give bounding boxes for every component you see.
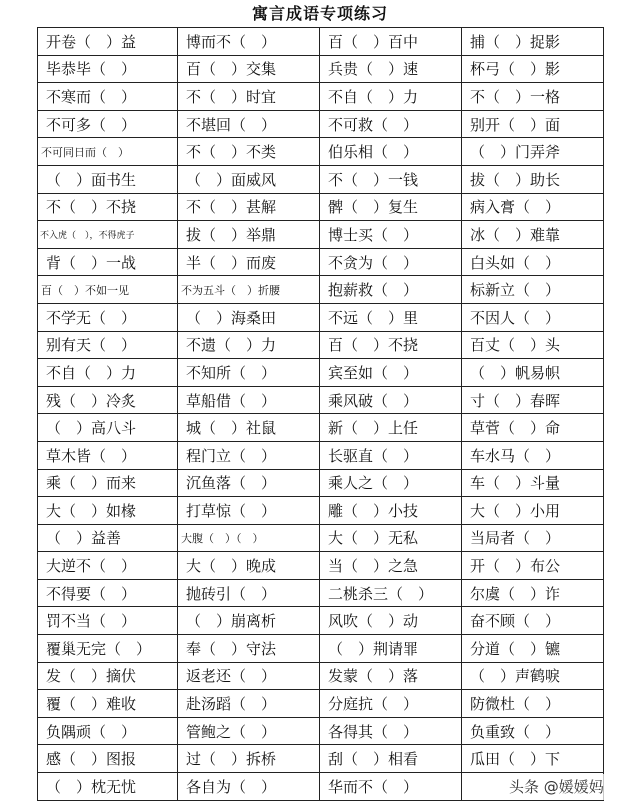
idiom-cell: 大（ ）小用 bbox=[462, 497, 604, 525]
idiom-cell: 不遗（ ）力 bbox=[178, 331, 320, 359]
idiom-cell: 赴汤蹈（ ） bbox=[178, 690, 320, 718]
idiom-cell: 百（ ）不挠 bbox=[320, 331, 462, 359]
idiom-cell: 杯弓（ ）影 bbox=[462, 55, 604, 83]
idiom-cell: 博士买（ ） bbox=[320, 221, 462, 249]
idiom-cell: 负隅顽（ ） bbox=[38, 717, 178, 745]
idiom-cell: 不（ ）一钱 bbox=[320, 165, 462, 193]
idiom-cell: （ ）门弄斧 bbox=[462, 138, 604, 166]
idiom-cell: 负重致（ ） bbox=[462, 717, 604, 745]
idiom-cell: 风吹（ ）动 bbox=[320, 607, 462, 635]
idiom-cell: 大逆不（ ） bbox=[38, 552, 178, 580]
idiom-cell: 分庭抗（ ） bbox=[320, 690, 462, 718]
idiom-cell: 博而不（ ） bbox=[178, 28, 320, 56]
idiom-cell: 车（ ）斗量 bbox=[462, 469, 604, 497]
idiom-cell: 长驱直（ ） bbox=[320, 441, 462, 469]
table-row bbox=[38, 717, 604, 745]
idiom-cell: 打草惊（ ） bbox=[178, 497, 320, 525]
table-row bbox=[38, 414, 604, 442]
idiom-cell: 别开（ ）面 bbox=[462, 110, 604, 138]
idiom-cell: 防微杜（ ） bbox=[462, 690, 604, 718]
idiom-cell: 捕（ ）捉影 bbox=[462, 28, 604, 56]
idiom-cell: （ ）帆易帜 bbox=[462, 359, 604, 387]
idiom-cell: 不寒而（ ） bbox=[38, 83, 178, 111]
idiom-cell: 宾至如（ ） bbox=[320, 359, 462, 387]
idiom-cell: （ ）声鹤唳 bbox=[462, 662, 604, 690]
idiom-cell: 白头如（ ） bbox=[462, 248, 604, 276]
idiom-cell: 兵贵（ ）速 bbox=[320, 55, 462, 83]
idiom-cell: 不堪回（ ） bbox=[178, 110, 320, 138]
idiom-cell: 当（ ）之急 bbox=[320, 552, 462, 580]
idiom-cell: 伯乐相（ ） bbox=[320, 138, 462, 166]
table-row bbox=[38, 331, 604, 359]
table-row bbox=[38, 83, 604, 111]
idiom-cell: 各自为（ ） bbox=[178, 773, 320, 801]
idiom-cell: 拔（ ）助长 bbox=[462, 165, 604, 193]
table-row bbox=[38, 165, 604, 193]
idiom-cell: 不（ ）甚解 bbox=[178, 193, 320, 221]
idiom-cell: 大（ ）晚成 bbox=[178, 552, 320, 580]
idiom-cell: 不自（ ）力 bbox=[38, 359, 178, 387]
idiom-cell: 二桃杀三（ ） bbox=[320, 579, 462, 607]
idiom-cell: 开卷（ ）益 bbox=[38, 28, 178, 56]
idiom-cell: 抛砖引（ ） bbox=[178, 579, 320, 607]
idiom-cell: 瓜田（ ）下 bbox=[462, 745, 604, 773]
idiom-cell: 乘风破（ ） bbox=[320, 386, 462, 414]
idiom-cell: （ ）面威风 bbox=[178, 165, 320, 193]
idiom-cell: 不（ ）不挠 bbox=[38, 193, 178, 221]
idiom-cell: 华而不（ ） bbox=[320, 773, 462, 801]
idiom-cell: 不（ ）时宜 bbox=[178, 83, 320, 111]
idiom-cell: 程门立（ ） bbox=[178, 441, 320, 469]
idiom-grid-body bbox=[38, 28, 604, 801]
table-row bbox=[38, 386, 604, 414]
idiom-cell: 毕恭毕（ ） bbox=[38, 55, 178, 83]
table-row bbox=[38, 469, 604, 497]
idiom-cell: （ ）益善 bbox=[38, 524, 178, 552]
idiom-cell: 雕（ ）小技 bbox=[320, 497, 462, 525]
idiom-cell: （ ）荆请罪 bbox=[320, 635, 462, 663]
idiom-cell: 罚不当（ ） bbox=[38, 607, 178, 635]
idiom-cell: 新（ ）上任 bbox=[320, 414, 462, 442]
idiom-cell: 百（ ）交集 bbox=[178, 55, 320, 83]
table-row bbox=[38, 497, 604, 525]
idiom-cell: 残（ ）冷炙 bbox=[38, 386, 178, 414]
table-row bbox=[38, 55, 604, 83]
table-row bbox=[38, 303, 604, 331]
idiom-cell: 草船借（ ） bbox=[178, 386, 320, 414]
idiom-cell: 不可同日而（ ） bbox=[38, 138, 178, 166]
idiom-cell: 不入虎（ ），不得虎子 bbox=[38, 221, 178, 249]
table-row bbox=[38, 276, 604, 304]
idiom-cell: 别有天（ ） bbox=[38, 331, 178, 359]
idiom-cell: 寸（ ）春晖 bbox=[462, 386, 604, 414]
idiom-cell: 刮（ ）相看 bbox=[320, 745, 462, 773]
idiom-cell: 草菅（ ）命 bbox=[462, 414, 604, 442]
idiom-grid bbox=[37, 27, 604, 801]
idiom-cell: 尔虞（ ）诈 bbox=[462, 579, 604, 607]
idiom-cell: 不（ ）一格 bbox=[462, 83, 604, 111]
watermark: 头条 @媛媛妈 bbox=[505, 774, 608, 800]
table-row bbox=[38, 552, 604, 580]
idiom-cell: 草木皆（ ） bbox=[38, 441, 178, 469]
idiom-cell: 百（ ）不如一见 bbox=[38, 276, 178, 304]
idiom-cell: 车水马（ ） bbox=[462, 441, 604, 469]
idiom-cell: 不得要（ ） bbox=[38, 579, 178, 607]
idiom-cell: 大（ ）如椽 bbox=[38, 497, 178, 525]
idiom-cell: 城（ ）社鼠 bbox=[178, 414, 320, 442]
idiom-cell: 不可救（ ） bbox=[320, 110, 462, 138]
table-row bbox=[38, 635, 604, 663]
idiom-cell: 沉鱼落（ ） bbox=[178, 469, 320, 497]
table-row bbox=[38, 579, 604, 607]
idiom-cell: 覆巢无完（ ） bbox=[38, 635, 178, 663]
idiom-cell: （ ）面书生 bbox=[38, 165, 178, 193]
table-row bbox=[38, 690, 604, 718]
table-row bbox=[38, 745, 604, 773]
idiom-cell: 不可多（ ） bbox=[38, 110, 178, 138]
idiom-cell: 不因人（ ） bbox=[462, 303, 604, 331]
idiom-cell: 不（ ）不类 bbox=[178, 138, 320, 166]
idiom-cell: 拔（ ）举鼎 bbox=[178, 221, 320, 249]
idiom-cell: 不贪为（ ） bbox=[320, 248, 462, 276]
idiom-cell: 病入膏（ ） bbox=[462, 193, 604, 221]
idiom-cell: （ ）海桑田 bbox=[178, 303, 320, 331]
table-row bbox=[38, 110, 604, 138]
idiom-cell: （ ）崩离析 bbox=[178, 607, 320, 635]
idiom-cell: 冰（ ）难靠 bbox=[462, 221, 604, 249]
idiom-cell: 过（ ）拆桥 bbox=[178, 745, 320, 773]
idiom-cell: 大（ ）无私 bbox=[320, 524, 462, 552]
idiom-cell: 开（ ）布公 bbox=[462, 552, 604, 580]
idiom-cell: 不为五斗（ ）折腰 bbox=[178, 276, 320, 304]
table-row bbox=[38, 248, 604, 276]
idiom-cell: 发蒙（ ）落 bbox=[320, 662, 462, 690]
idiom-cell: 半（ ）而废 bbox=[178, 248, 320, 276]
idiom-cell: （ ）枕无忧 bbox=[38, 773, 178, 801]
idiom-cell: 髀（ ）复生 bbox=[320, 193, 462, 221]
idiom-cell: 奋不顾（ ） bbox=[462, 607, 604, 635]
table-row bbox=[38, 524, 604, 552]
table-row bbox=[38, 221, 604, 249]
table-row bbox=[38, 138, 604, 166]
idiom-cell: 当局者（ ） bbox=[462, 524, 604, 552]
idiom-cell: 覆（ ）难收 bbox=[38, 690, 178, 718]
table-row bbox=[38, 28, 604, 56]
worksheet-title: 寓言成语专项练习 bbox=[251, 4, 388, 23]
idiom-cell: 大腹（ ）（ ） bbox=[178, 524, 320, 552]
table-row bbox=[38, 607, 604, 635]
idiom-cell: 抱薪救（ ） bbox=[320, 276, 462, 304]
idiom-cell: 返老还（ ） bbox=[178, 662, 320, 690]
idiom-cell: （ ）高八斗 bbox=[38, 414, 178, 442]
idiom-cell: 乘人之（ ） bbox=[320, 469, 462, 497]
idiom-cell: 感（ ）图报 bbox=[38, 745, 178, 773]
table-row bbox=[38, 662, 604, 690]
table-row bbox=[38, 359, 604, 387]
idiom-cell: 分道（ ）镳 bbox=[462, 635, 604, 663]
idiom-cell: 各得其（ ） bbox=[320, 717, 462, 745]
idiom-cell: 不学无（ ） bbox=[38, 303, 178, 331]
table-row bbox=[38, 441, 604, 469]
idiom-cell: 不知所（ ） bbox=[178, 359, 320, 387]
idiom-cell: 不自（ ）力 bbox=[320, 83, 462, 111]
idiom-cell: 管鲍之（ ） bbox=[178, 717, 320, 745]
idiom-cell: 百（ ）百中 bbox=[320, 28, 462, 56]
idiom-cell: 背（ ）一战 bbox=[38, 248, 178, 276]
table-row bbox=[38, 193, 604, 221]
idiom-cell: 乘（ ）而来 bbox=[38, 469, 178, 497]
idiom-cell: 百丈（ ）头 bbox=[462, 331, 604, 359]
idiom-cell: 奉（ ）守法 bbox=[178, 635, 320, 663]
idiom-cell: 不远（ ）里 bbox=[320, 303, 462, 331]
idiom-cell: 标新立（ ） bbox=[462, 276, 604, 304]
idiom-cell: 发（ ）摘伏 bbox=[38, 662, 178, 690]
